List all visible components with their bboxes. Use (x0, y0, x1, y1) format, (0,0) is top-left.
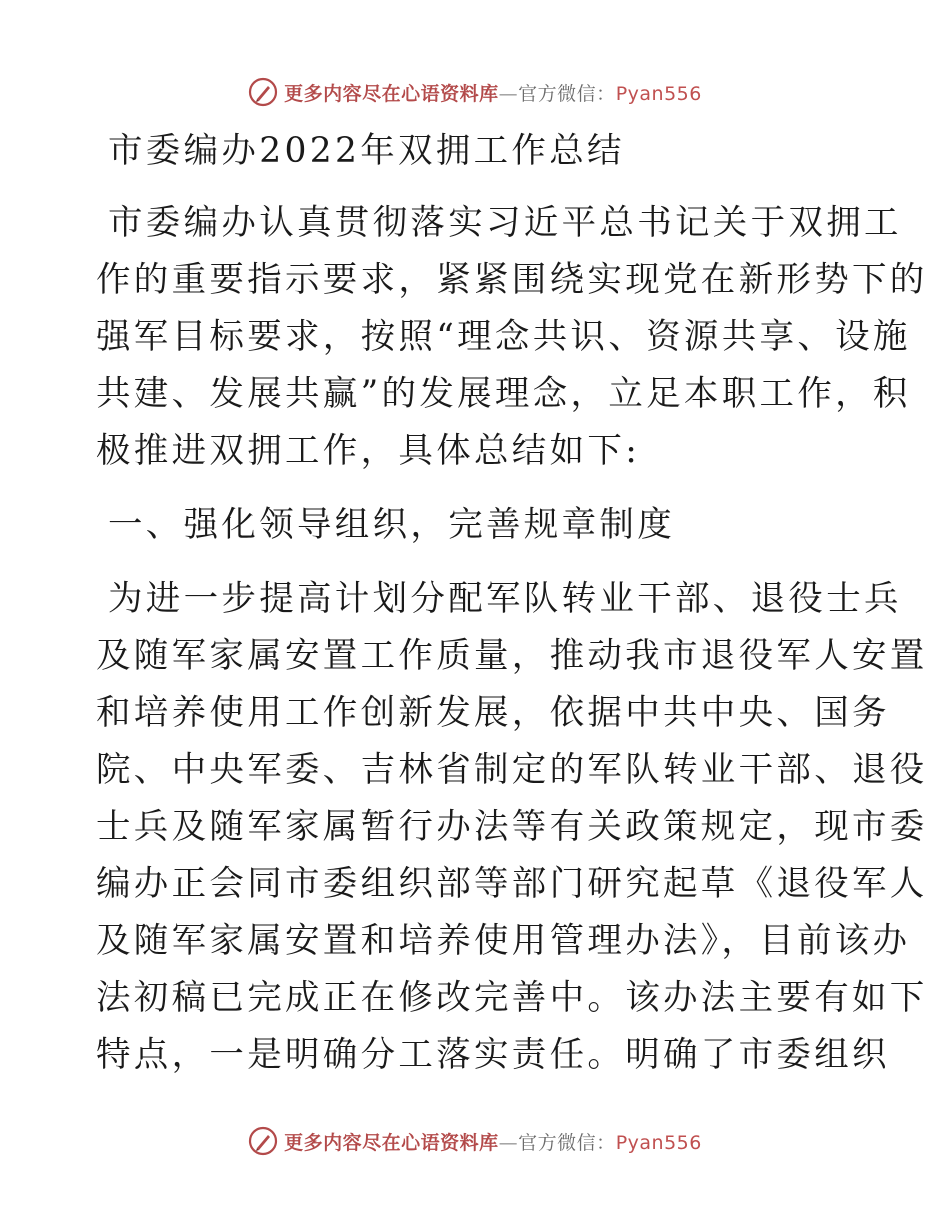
paragraph-2-line: 及随军家属安置和培养使用管理办法》，目前该办 (96, 921, 911, 961)
paragraph-1-line: 强军目标要求，按照“理念共识、资源共享、设施 (96, 317, 911, 357)
paragraph-2-line: 特点，一是明确分工落实责任。明确了市委组织 (96, 1035, 890, 1075)
paragraph-2-line: 编办正会同市委组织部等部门研究起草《退役军人 (96, 864, 928, 904)
paragraph-2-line: 及随军家属安置工作质量，推动我市退役军人安置 (96, 636, 928, 676)
watermark-text: 更多内容尽在心语资料库—官方微信：Pyan556 (284, 82, 702, 105)
paragraph-2-line: 法初稿已完成正在修改完善中。该办法主要有如下 (96, 978, 928, 1018)
quill-logo-icon (248, 1126, 278, 1156)
paragraph-2-line: 为进一步提高计划分配军队转业干部、退役士兵 (108, 579, 902, 619)
paragraph-2-line: 院、中央军委、吉林省制定的军队转业干部、退役 (96, 750, 928, 790)
section-heading: 一、强化领导组织，完善规章制度 (108, 505, 675, 545)
paragraph-2-line: 士兵及随军家属暂行办法等有关政策规定，现市委 (96, 807, 928, 847)
paragraph-1-line: 市委编办认真贯彻落实习近平总书记关于双拥工 (108, 203, 902, 243)
paragraph-1-line: 共建、发展共赢”的发展理念，立足本职工作，积 (96, 374, 911, 414)
paragraph-1-line: 作的重要指示要求，紧紧围绕实现党在新形势下的 (96, 260, 928, 300)
document-title: 市委编办2022年双拥工作总结 (108, 131, 625, 171)
quill-logo-icon (248, 77, 278, 107)
header-watermark (0, 72, 950, 112)
watermark-text: 更多内容尽在心语资料库—官方微信：Pyan556 (284, 1131, 702, 1154)
paragraph-1-line: 极推进双拥工作，具体总结如下: (96, 431, 641, 471)
footer-watermark (0, 1121, 950, 1161)
paragraph-2-line: 和培养使用工作创新发展，依据中共中央、国务 (96, 693, 890, 733)
